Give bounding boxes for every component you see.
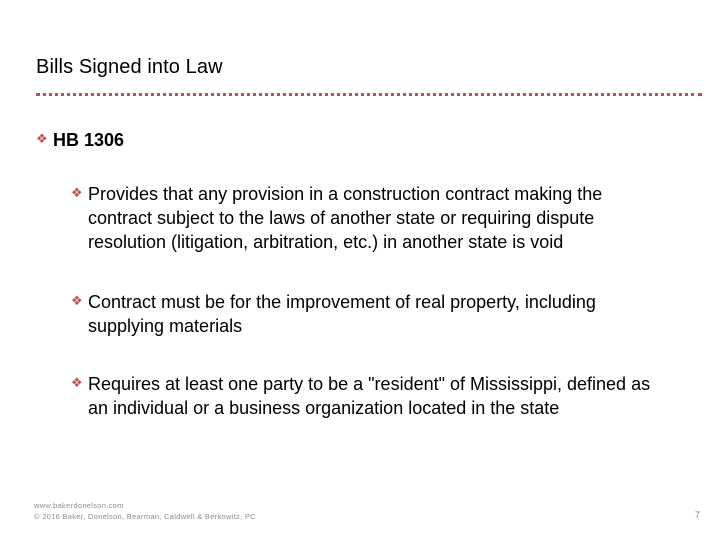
bill-point-1 — [71, 182, 671, 254]
slide-title: Bills Signed into Law — [36, 56, 223, 78]
bill-point-text: Requires at least one party to be a "resident" of Mississippi, defined as an individual or a business organization located in the state — [88, 374, 651, 418]
diamond-bullet-icon: ❖ — [71, 376, 83, 391]
bill-heading-item — [36, 128, 124, 152]
diamond-bullet-icon: ❖ — [36, 132, 48, 147]
page-number: 7 — [694, 510, 700, 520]
bill-point-text: Provides that any provision in a construction contract making the contract subject to the laws of another state or requiring dispute resolution (litigation, arbitration, etc.) in another state is void — [88, 184, 603, 252]
bill-point-2 — [71, 290, 671, 338]
bill-point-text: Contract must be for the improvement of real property, including supplying materials — [88, 292, 596, 336]
diamond-bullet-icon: ❖ — [71, 186, 83, 201]
title-divider — [36, 93, 702, 96]
footer-website: www.bakerdonelson.com — [34, 501, 124, 510]
bill-heading: HB 1306 — [53, 130, 125, 150]
footer-copyright: © 2016 Baker, Donelson, Bearman, Caldwell & Berkowitz, PC — [34, 512, 256, 521]
diamond-bullet-icon: ❖ — [71, 294, 83, 309]
bill-point-3 — [71, 372, 671, 420]
footer — [34, 500, 256, 522]
